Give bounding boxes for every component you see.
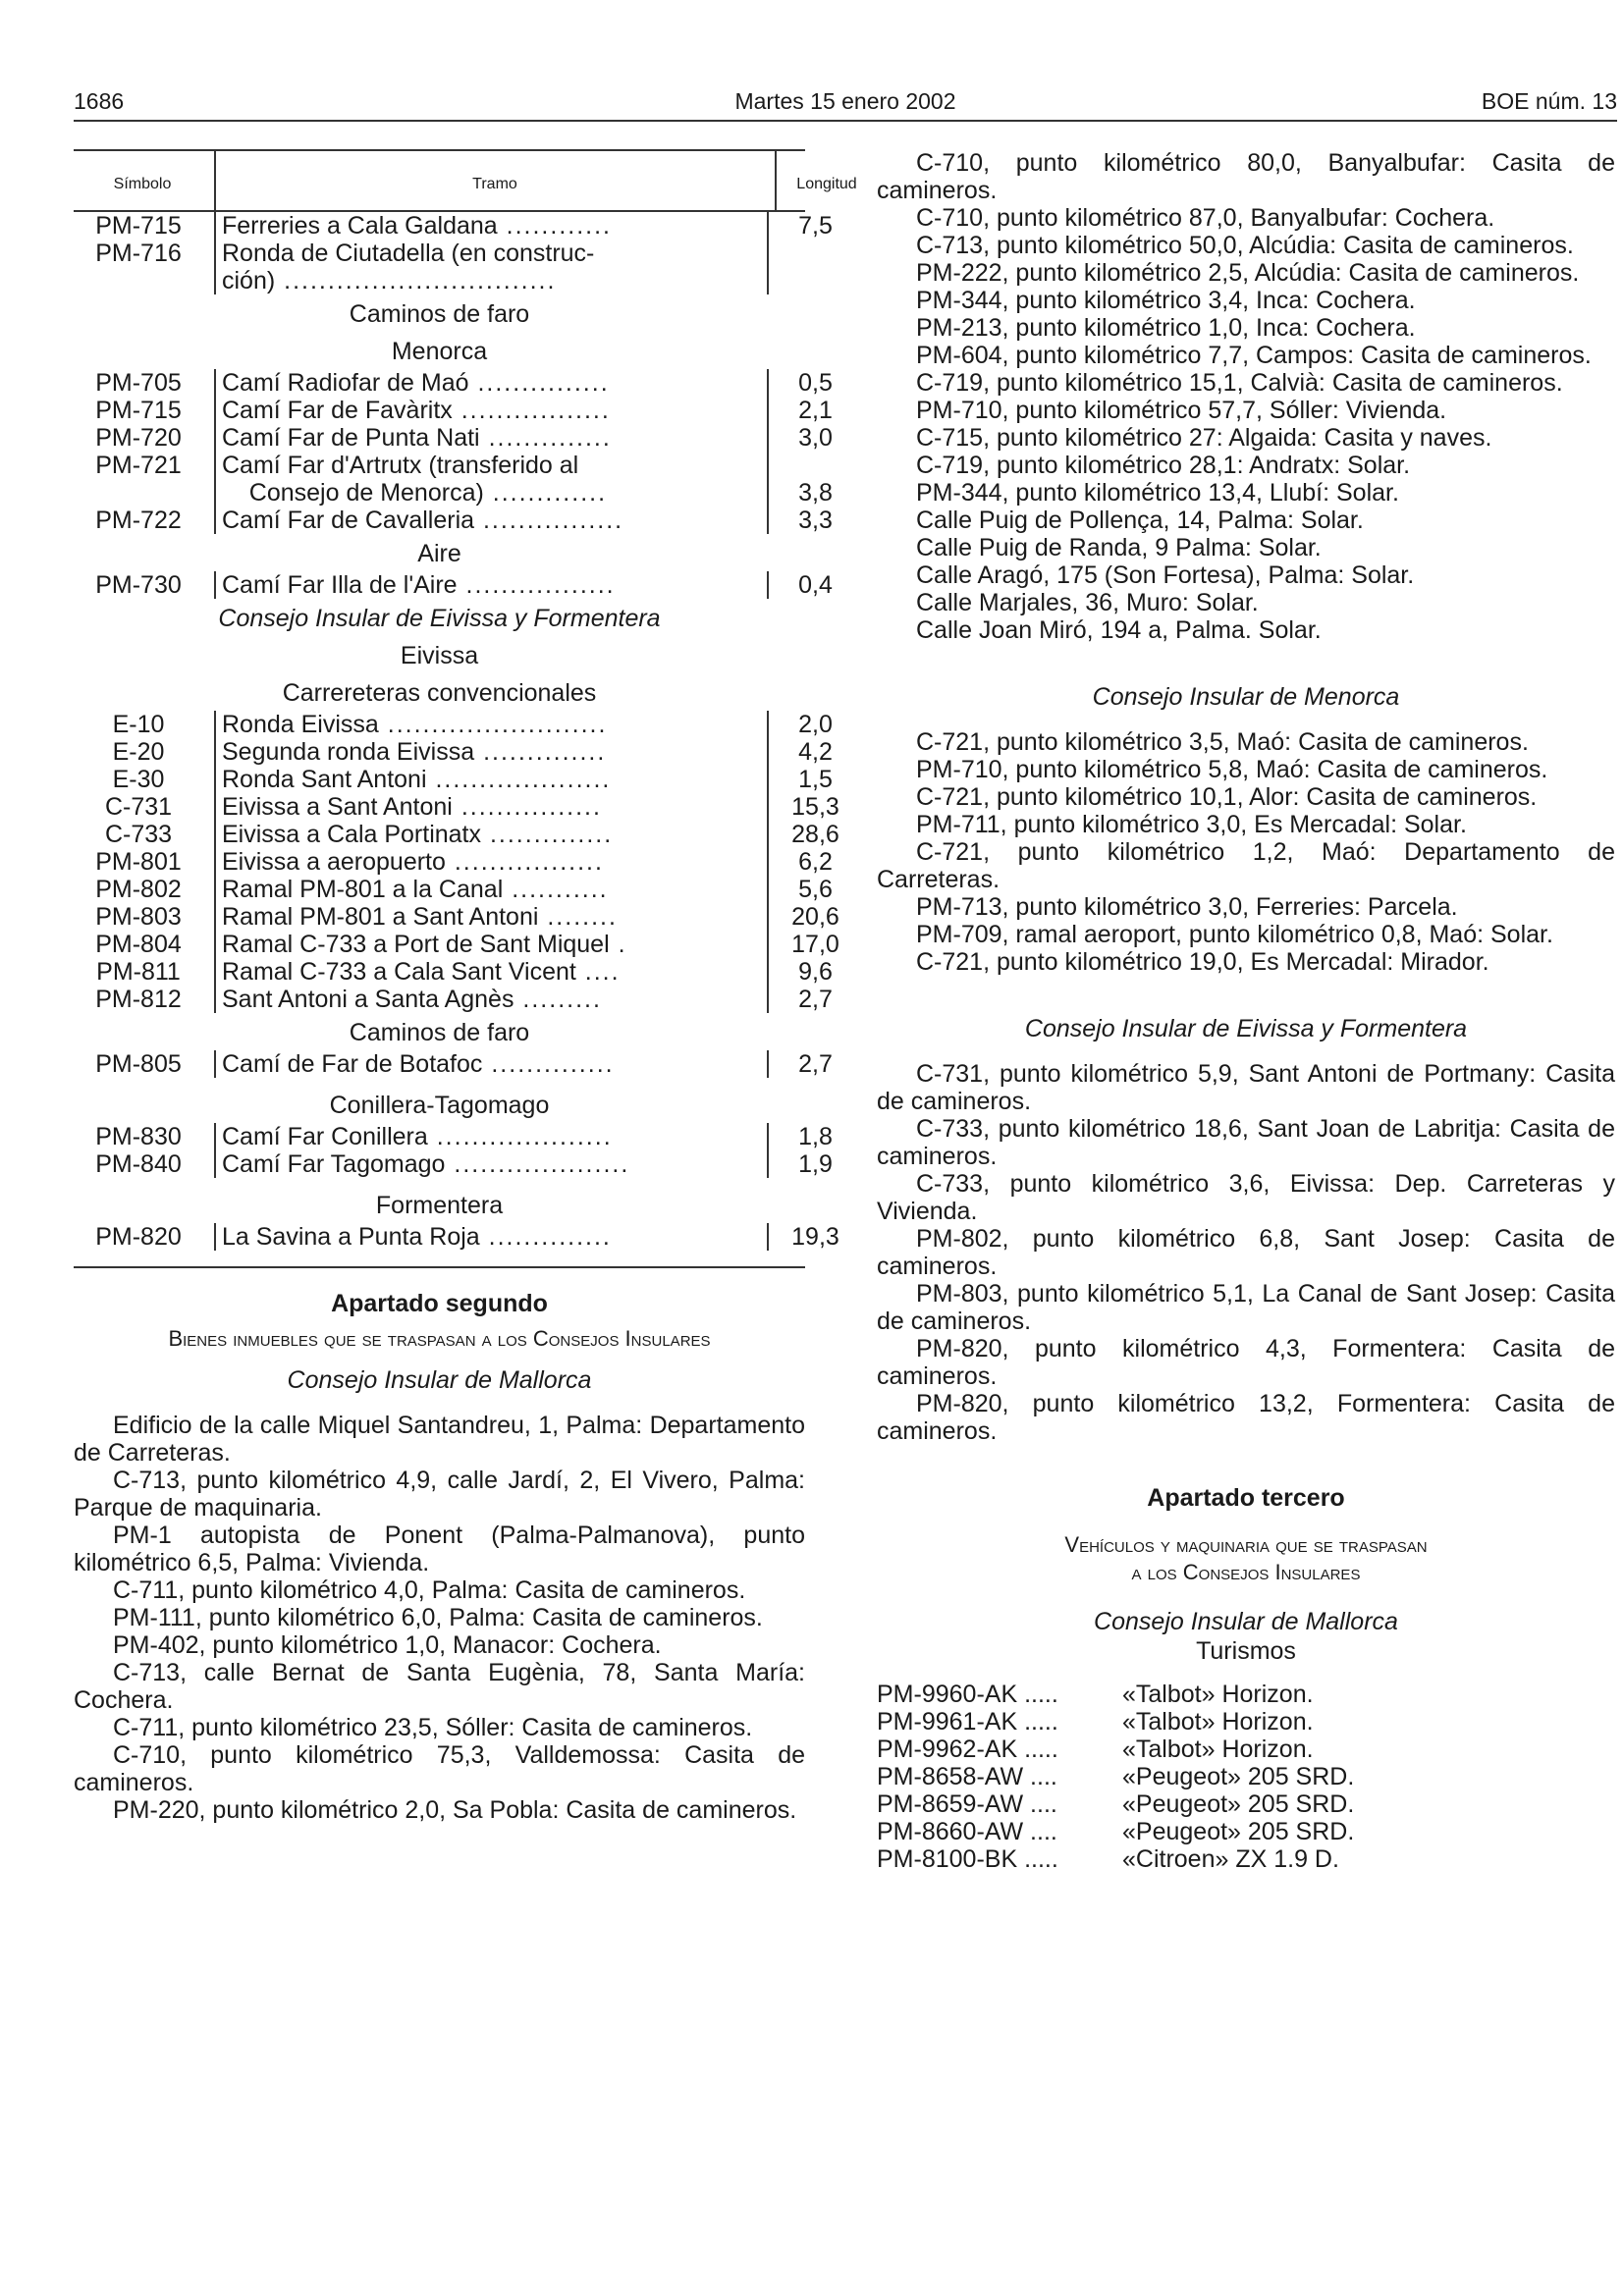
table-section-title: Caminos de faro xyxy=(349,1019,530,1046)
table-row xyxy=(74,571,833,599)
road-section-name: Ronda Eivissa xyxy=(222,711,379,738)
list-entry: PM-803, punto kilométrico 5,1, La Canal de Sant Josep: Casita de camineros. xyxy=(877,1280,1615,1335)
table-row xyxy=(74,738,833,766)
leader-dots: . xyxy=(609,931,627,958)
plate-number: PM-9962-AK xyxy=(877,1735,1018,1763)
table-row xyxy=(74,369,833,397)
subsection-title: Consejo Insular de Mallorca xyxy=(287,1366,592,1394)
table-header xyxy=(74,149,857,212)
road-symbol: PM-840 xyxy=(95,1150,182,1178)
table-section-title: Consejo Insular de Eivissa y Formentera xyxy=(218,605,661,632)
table-row xyxy=(74,903,839,931)
road-symbol: PM-820 xyxy=(95,1223,182,1251)
issue-number: BOE núm. 13 xyxy=(1481,88,1617,114)
leader-dots: .... xyxy=(1023,1818,1057,1845)
table-row xyxy=(74,479,833,507)
leader-dots: .................... xyxy=(426,766,612,793)
plate-number: PM-9960-AK xyxy=(877,1681,1018,1708)
road-section xyxy=(214,711,769,738)
vehicle-list xyxy=(877,1681,1615,1873)
table-bottom-rule xyxy=(74,1260,805,1268)
list-entry: PM-604, punto kilométrico 7,7, Campos: Casita de camineros. xyxy=(916,342,1592,369)
vehicle-model: «Peugeot» 205 SRD. xyxy=(1122,1763,1355,1790)
road-length: 3,0 xyxy=(798,424,833,452)
road-section-name: La Savina a Punta Roja xyxy=(222,1223,480,1251)
leader-dots: .............. xyxy=(474,738,607,766)
list-entry: PM-709, ramal aeroport, punto kilométrico 0,8, Maó: Solar. xyxy=(916,921,1553,948)
subsection-title: Consejo Insular de Menorca xyxy=(1092,683,1400,711)
header-tramo: Tramo xyxy=(472,176,517,192)
road-section-name: Camí Far Conillera xyxy=(222,1123,428,1150)
list-entry: PM-820, punto kilométrico 4,3, Formentera: Casita de camineros. xyxy=(877,1335,1615,1390)
road-section-name: Ramal C-733 a Cala Sant Vicent xyxy=(222,958,576,986)
subsection-title: Consejo Insular de Eivissa y Formentera xyxy=(1024,1015,1468,1042)
table-row xyxy=(74,711,833,738)
table-row xyxy=(74,848,833,876)
list-entry: PM-820, punto kilométrico 13,2, Formentera: Casita de camineros. xyxy=(877,1390,1615,1445)
road-symbol: C-731 xyxy=(104,793,173,821)
road-section xyxy=(214,424,769,452)
list-entry: Calle Marjales, 36, Muro: Solar. xyxy=(916,589,1259,616)
road-symbol: PM-830 xyxy=(95,1123,182,1150)
table-row xyxy=(74,240,805,267)
table-row xyxy=(74,931,839,958)
road-section xyxy=(214,212,769,240)
road-section-name: Camí Far de Cavalleria xyxy=(222,507,475,534)
list-entry: C-710, punto kilométrico 75,3, Valldemossa: Casita de camineros. xyxy=(74,1741,805,1796)
vehicle-model: «Peugeot» 205 SRD. xyxy=(1122,1790,1355,1818)
road-length: 5,6 xyxy=(798,876,833,903)
vehicle-plate xyxy=(877,1735,1122,1763)
vehicle-row xyxy=(877,1845,1615,1873)
road-section-name: Ramal C-733 a Port de Sant Miquel xyxy=(222,931,610,958)
road-section xyxy=(214,738,769,766)
road-section xyxy=(214,1050,769,1078)
road-section-name: Ramal PM-801 a la Canal xyxy=(222,876,504,903)
table-section-title: Conillera-Tagomago xyxy=(329,1092,550,1119)
road-symbol: PM-805 xyxy=(95,1050,182,1078)
leader-dots: ......... xyxy=(514,986,602,1013)
paragraph-list xyxy=(877,149,1615,644)
road-length: 17,0 xyxy=(791,931,839,958)
leader-dots: ..... xyxy=(1017,1708,1058,1735)
list-entry: PM-111, punto kilométrico 6,0, Palma: Casita de camineros. xyxy=(113,1604,763,1631)
list-entry: C-713, punto kilométrico 4,9, calle Jardí, 2, El Vivero, Palma: Parque de maquinaria. xyxy=(74,1467,805,1522)
plate-number: PM-8658-AW xyxy=(877,1763,1024,1790)
road-length: 1,8 xyxy=(798,1123,833,1150)
road-symbol: PM-803 xyxy=(95,903,182,931)
road-section-name: Eivissa a aeropuerto xyxy=(222,848,446,876)
vehicle-model: «Talbot» Horizon. xyxy=(1122,1735,1314,1763)
road-section xyxy=(214,1123,769,1150)
road-symbol: PM-801 xyxy=(95,848,182,876)
vehicle-plate xyxy=(877,1708,1122,1735)
publication-date: Martes 15 enero 2002 xyxy=(734,88,956,114)
list-entry: PM-222, punto kilométrico 2,5, Alcúdia: Casita de camineros. xyxy=(916,259,1580,287)
paragraph-list xyxy=(877,1060,1615,1445)
road-length: 6,2 xyxy=(798,848,833,876)
road-section-name: Segunda ronda Eivissa xyxy=(222,738,475,766)
list-entry: PM-711, punto kilométrico 3,0, Es Mercadal: Solar. xyxy=(916,811,1467,838)
road-section xyxy=(214,793,769,821)
road-section xyxy=(214,240,769,267)
table-row xyxy=(74,958,833,986)
table-row xyxy=(74,876,833,903)
road-section-name: Camí de Far de Botafoc xyxy=(222,1050,483,1078)
road-symbol: PM-720 xyxy=(95,424,182,452)
list-entry: PM-344, punto kilométrico 13,4, Llubí: Solar. xyxy=(916,479,1399,507)
vehicle-model: «Talbot» Horizon. xyxy=(1122,1681,1314,1708)
road-length: 1,9 xyxy=(798,1150,833,1178)
list-entry: C-721, punto kilométrico 19,0, Es Mercadal: Mirador. xyxy=(916,948,1489,976)
column-divider xyxy=(214,151,216,210)
road-length: 1,5 xyxy=(798,766,833,793)
road-symbol: PM-715 xyxy=(95,212,182,240)
list-entry: Edificio de la calle Miquel Santandreu, 1, Palma: Departamento de Carreteras. xyxy=(74,1412,805,1467)
table-row xyxy=(74,397,833,424)
road-section xyxy=(214,958,769,986)
table-row xyxy=(74,1150,833,1178)
road-symbol: E-20 xyxy=(112,738,165,766)
road-length: 28,6 xyxy=(791,821,839,848)
leader-dots: ................. xyxy=(445,848,604,876)
road-symbol xyxy=(74,479,203,507)
road-section-name: Sant Antoni a Santa Agnès xyxy=(222,986,514,1013)
vehicle-plate xyxy=(877,1763,1122,1790)
section-subtitle: a los Consejos Insulares xyxy=(1131,1560,1361,1584)
table-row xyxy=(74,452,805,479)
list-entry: PM-213, punto kilométrico 1,0, Inca: Cochera. xyxy=(916,314,1416,342)
road-length: 15,3 xyxy=(791,793,839,821)
table-section-title: Caminos de faro xyxy=(349,300,530,328)
plate-number: PM-9961-AK xyxy=(877,1708,1018,1735)
road-section-name: ción) xyxy=(222,267,276,294)
road-length: 19,3 xyxy=(791,1223,839,1251)
leader-dots: .............. xyxy=(479,424,612,452)
road-length: 9,6 xyxy=(798,958,833,986)
list-entry: PM-710, punto kilométrico 57,7, Sóller: Vivienda. xyxy=(916,397,1447,424)
road-section xyxy=(214,876,769,903)
list-entry: C-713, punto kilométrico 50,0, Alcúdia: Casita de camineros. xyxy=(916,232,1574,259)
table-row xyxy=(74,1123,833,1150)
road-length: 2,7 xyxy=(798,986,833,1013)
road-symbol: PM-811 xyxy=(96,958,181,986)
road-length: 0,5 xyxy=(798,369,833,397)
list-entry: Calle Puig de Pollença, 14, Palma: Solar. xyxy=(916,507,1364,534)
road-symbol: PM-716 xyxy=(95,240,182,267)
road-length: 2,1 xyxy=(798,397,833,424)
road-section-name: Ramal PM-801 a Sant Antoni xyxy=(222,903,539,931)
list-entry: PM-1 autopista de Ponent (Palma-Palmanova), punto kilométrico 6,5, Palma: Vivienda. xyxy=(74,1522,805,1576)
vehicle-row xyxy=(877,1735,1615,1763)
table-section-title: Carrereteras convencionales xyxy=(282,679,597,707)
list-entry: C-715, punto kilométrico 27: Algaida: Casita y naves. xyxy=(916,424,1492,452)
list-entry: C-719, punto kilométrico 15,1, Calvià: Casita de camineros. xyxy=(916,369,1563,397)
leader-dots: ........... xyxy=(503,876,609,903)
road-section-name: Camí Radiofar de Maó xyxy=(222,369,469,397)
vehicle-row xyxy=(877,1818,1615,1845)
road-section xyxy=(214,397,769,424)
leader-dots: ................ xyxy=(452,793,602,821)
leader-dots: ............ xyxy=(497,212,612,240)
road-symbol: PM-705 xyxy=(95,369,182,397)
list-entry: C-711, punto kilométrico 4,0, Palma: Casita de camineros. xyxy=(113,1576,746,1604)
leader-dots: .... xyxy=(575,958,621,986)
road-length xyxy=(769,240,862,267)
left-column xyxy=(74,149,857,1824)
road-symbol: PM-802 xyxy=(95,876,182,903)
list-entry: C-721, punto kilométrico 3,5, Maó: Casita de camineros. xyxy=(916,728,1529,756)
leader-dots: ..... xyxy=(1017,1845,1058,1873)
vehicle-plate xyxy=(877,1790,1122,1818)
road-symbol: E-10 xyxy=(112,711,165,738)
leader-dots: ................. xyxy=(457,571,616,599)
road-length: 3,8 xyxy=(798,479,833,507)
road-length: 3,3 xyxy=(798,507,833,534)
plate-number: PM-8660-AW xyxy=(877,1818,1024,1845)
road-length: 7,5 xyxy=(798,212,833,240)
road-symbol: PM-715 xyxy=(95,397,182,424)
road-section-name: Camí Far d'Artrutx (transferido al xyxy=(222,452,579,479)
list-entry: C-721, punto kilométrico 10,1, Alor: Casita de camineros. xyxy=(916,783,1538,811)
header-length: Longitud xyxy=(796,176,857,192)
road-length xyxy=(769,452,862,479)
table-row xyxy=(74,1050,833,1078)
vehicle-plate xyxy=(877,1845,1122,1873)
leader-dots: .... xyxy=(1023,1763,1057,1790)
table-row xyxy=(74,1223,839,1251)
vehicle-model: «Citroen» ZX 1.9 D. xyxy=(1122,1845,1339,1873)
list-entry: C-719, punto kilométrico 28,1: Andratx: Solar. xyxy=(916,452,1411,479)
paragraph-list xyxy=(877,728,1615,976)
leader-dots: .............. xyxy=(482,1050,615,1078)
road-section xyxy=(214,766,769,793)
table-row xyxy=(74,267,805,294)
list-entry: C-710, punto kilométrico 87,0, Banyalbufar: Cochera. xyxy=(916,204,1495,232)
leader-dots: ......................... xyxy=(378,711,608,738)
list-entry: PM-344, punto kilométrico 3,4, Inca: Cochera. xyxy=(916,287,1416,314)
leader-dots: .............. xyxy=(479,1223,612,1251)
section-subtitle: Vehículos y maquinaria que se traspasan xyxy=(1064,1532,1428,1557)
section-subtitle: Bienes inmuebles que se traspasan a los Consejos Insulares xyxy=(168,1326,711,1351)
list-entry: Calle Joan Miró, 194 a, Palma. Solar. xyxy=(916,616,1322,644)
road-section-name: Consejo de Menorca) xyxy=(222,479,484,507)
page-header xyxy=(74,86,1617,122)
list-entry: C-711, punto kilométrico 23,5, Sóller: Casita de camineros. xyxy=(113,1714,753,1741)
leader-dots: .................... xyxy=(445,1150,630,1178)
list-entry: Calle Aragó, 175 (Son Fortesa), Palma: Solar. xyxy=(916,561,1415,589)
road-length: 2,7 xyxy=(798,1050,833,1078)
vehicle-model: «Talbot» Horizon. xyxy=(1122,1708,1314,1735)
list-entry: PM-802, punto kilométrico 6,8, Sant Josep: Casita de camineros. xyxy=(877,1225,1615,1280)
road-section-name: Camí Far Illa de l'Aire xyxy=(222,571,458,599)
list-entry: C-733, punto kilométrico 18,6, Sant Joan de Labritja: Casita de camineros. xyxy=(877,1115,1615,1170)
paragraph-list xyxy=(74,1412,805,1824)
road-section-name: Ferreries a Cala Galdana xyxy=(222,212,498,240)
road-symbol: PM-812 xyxy=(95,986,182,1013)
road-section-name: Camí Far de Punta Nati xyxy=(222,424,480,452)
list-entry: PM-220, punto kilométrico 2,0, Sa Pobla: Casita de camineros. xyxy=(113,1796,797,1824)
road-section xyxy=(214,507,769,534)
road-section xyxy=(214,903,769,931)
road-length xyxy=(769,267,862,294)
vehicle-row xyxy=(877,1681,1615,1708)
vehicle-plate xyxy=(877,1681,1122,1708)
table-body xyxy=(74,212,839,1251)
list-entry: C-713, calle Bernat de Santa Eugènia, 78, Santa María: Cochera. xyxy=(74,1659,805,1714)
road-length: 0,4 xyxy=(798,571,833,599)
road-section-name: Eivissa a Cala Portinatx xyxy=(222,821,482,848)
list-entry: C-733, punto kilométrico 3,6, Eivissa: Dep. Carreteras y Vivienda. xyxy=(877,1170,1615,1225)
road-length: 4,2 xyxy=(798,738,833,766)
list-entry: C-721, punto kilométrico 1,2, Maó: Departamento de Carreteras. xyxy=(877,838,1615,893)
road-section-name: Camí Far Tagomago xyxy=(222,1150,446,1178)
list-entry: PM-713, punto kilométrico 3,0, Ferreries: Parcela. xyxy=(916,893,1458,921)
vehicle-row xyxy=(877,1708,1615,1735)
leader-dots: .................... xyxy=(427,1123,613,1150)
road-section-name: Camí Far de Favàritx xyxy=(222,397,453,424)
section-title: Apartado segundo xyxy=(331,1290,548,1317)
list-entry: Calle Puig de Randa, 9 Palma: Solar. xyxy=(916,534,1322,561)
leader-dots: ............................... xyxy=(275,267,557,294)
table-section-title: Eivissa xyxy=(400,642,479,669)
road-section xyxy=(214,931,769,958)
leader-dots: ..... xyxy=(1017,1735,1058,1763)
leader-dots: ........ xyxy=(538,903,618,931)
table-row xyxy=(74,507,833,534)
table-row xyxy=(74,766,833,793)
table-row xyxy=(74,821,839,848)
table-row xyxy=(74,986,833,1013)
table-row xyxy=(74,424,833,452)
road-section xyxy=(214,369,769,397)
table-row xyxy=(74,212,833,240)
road-section xyxy=(214,571,769,599)
road-section xyxy=(214,821,769,848)
road-symbol: C-733 xyxy=(104,821,173,848)
road-section-name: Eivissa a Sant Antoni xyxy=(222,793,453,821)
road-section-name: Ronda de Ciutadella (en construc- xyxy=(222,240,595,267)
road-section xyxy=(214,986,769,1013)
subsection-title: Consejo Insular de Mallorca xyxy=(1094,1608,1398,1635)
road-section xyxy=(214,267,769,294)
table-section-title: Menorca xyxy=(391,338,488,365)
list-entry: C-731, punto kilométrico 5,9, Sant Antoni de Portmany: Casita de camineros. xyxy=(877,1060,1615,1115)
list-entry: C-710, punto kilométrico 80,0, Banyalbufar: Casita de camineros. xyxy=(877,149,1615,204)
road-section xyxy=(214,1150,769,1178)
leader-dots: ................ xyxy=(474,507,624,534)
vehicle-plate xyxy=(877,1818,1122,1845)
road-length: 20,6 xyxy=(791,903,839,931)
right-column xyxy=(877,149,1615,1873)
road-section xyxy=(214,479,769,507)
road-symbol xyxy=(74,267,203,294)
leader-dots: ................. xyxy=(452,397,611,424)
road-symbol: PM-722 xyxy=(95,507,182,534)
road-section xyxy=(214,452,769,479)
leader-dots: ..... xyxy=(1017,1681,1058,1708)
leader-dots: ............. xyxy=(483,479,608,507)
list-entry: PM-710, punto kilométrico 5,8, Maó: Casita de camineros. xyxy=(916,756,1548,783)
vehicle-model: «Peugeot» 205 SRD. xyxy=(1122,1818,1355,1845)
header-symbol: Símbolo xyxy=(113,176,172,192)
table-section-title: Formentera xyxy=(375,1192,504,1219)
plate-number: PM-8659-AW xyxy=(877,1790,1024,1818)
list-entry: PM-402, punto kilométrico 1,0, Manacor: Cochera. xyxy=(113,1631,662,1659)
column-divider xyxy=(775,151,777,210)
road-section xyxy=(214,848,769,876)
vehicle-row xyxy=(877,1790,1615,1818)
table-row xyxy=(74,793,839,821)
leader-dots: .... xyxy=(1023,1790,1057,1818)
plate-number: PM-8100-BK xyxy=(877,1845,1018,1873)
road-symbol: PM-804 xyxy=(95,931,182,958)
section-title: Apartado tercero xyxy=(1147,1484,1345,1512)
table-section-title: Aire xyxy=(417,540,461,567)
road-length: 2,0 xyxy=(798,711,833,738)
leader-dots: ............... xyxy=(468,369,610,397)
vehicle-row xyxy=(877,1763,1615,1790)
category-title: Turismos xyxy=(1196,1637,1296,1665)
road-symbol: PM-721 xyxy=(95,452,182,479)
road-section xyxy=(214,1223,769,1251)
page-number: 1686 xyxy=(74,88,125,114)
road-symbol: E-30 xyxy=(112,766,165,793)
road-symbol: PM-730 xyxy=(95,571,182,599)
leader-dots: .............. xyxy=(481,821,614,848)
road-section-name: Ronda Sant Antoni xyxy=(222,766,427,793)
